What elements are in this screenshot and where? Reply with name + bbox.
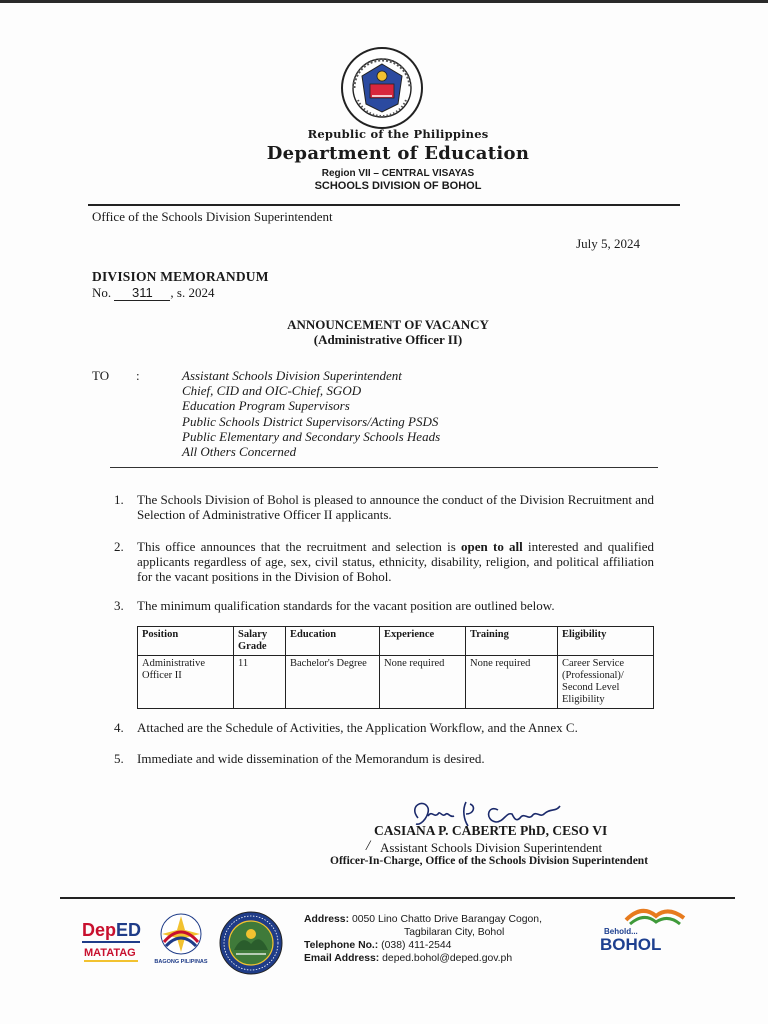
recipient-item: Education Program Supervisors bbox=[182, 398, 350, 414]
paragraph-text-bold: open to all bbox=[461, 539, 523, 554]
footer-phone-line bbox=[304, 939, 542, 952]
qualification-table bbox=[137, 626, 654, 709]
memo-number: 311 bbox=[114, 285, 170, 301]
recipient-item: Chief, CID and OIC-Chief, SGOD bbox=[182, 383, 362, 399]
paragraph-text bbox=[137, 539, 654, 584]
recipient-item: All Others Concerned bbox=[182, 443, 297, 459]
table-cell: 11 bbox=[234, 656, 286, 709]
footer-address-line bbox=[304, 913, 542, 926]
table-header-row bbox=[138, 627, 654, 656]
svg-text:Behold...: Behold... bbox=[604, 927, 638, 936]
header-divider bbox=[88, 204, 680, 206]
to-colon: : bbox=[136, 368, 140, 383]
signatory-name: CASIANA P. CABERTE PhD, CESO VI bbox=[374, 823, 608, 838]
table-cell: Administrative Officer II bbox=[138, 656, 234, 709]
paragraph-number: 2. bbox=[114, 539, 124, 554]
recipient-list bbox=[182, 368, 440, 459]
footer-email-line bbox=[304, 952, 542, 965]
department-heading: Department of Education bbox=[266, 143, 530, 164]
phone-value: (038) 411-2544 bbox=[381, 940, 452, 951]
table-header: Training bbox=[466, 627, 558, 656]
division-heading: SCHOOLS DIVISION OF BOHOL bbox=[314, 180, 482, 192]
paragraph-text: The Schools Division of Bohol is pleased to announce the conduct of the Division Recruitment and Selection of Administrative Officer II applicants. bbox=[137, 492, 654, 522]
table-header: Eligibility bbox=[558, 627, 654, 656]
paragraph-number: 4. bbox=[114, 720, 124, 735]
table-header: Position bbox=[138, 627, 234, 656]
table-header: Salary Grade bbox=[234, 627, 286, 656]
svg-text:Dep: Dep bbox=[82, 920, 117, 940]
memo-number-prefix: No. bbox=[92, 285, 112, 300]
svg-text:MATATAG: MATATAG bbox=[84, 947, 136, 959]
paragraph-text: The minimum qualification standards for the vacant position are outlined below. bbox=[137, 598, 555, 613]
paragraph-number: 1. bbox=[114, 492, 124, 507]
table-cell: Bachelor's Degree bbox=[286, 656, 380, 709]
paragraph-3 bbox=[114, 598, 654, 613]
email-label: Email Address: bbox=[304, 953, 380, 964]
signature-slash: / bbox=[366, 838, 371, 854]
footer-divider bbox=[60, 897, 735, 899]
table-cell: None required bbox=[380, 656, 466, 709]
region-heading: Region VII – CENTRAL VISAYAS bbox=[321, 168, 475, 179]
table-header: Education bbox=[286, 627, 380, 656]
address-label: Address: bbox=[304, 914, 350, 925]
signatory-position: Assistant Schools Division Superintendent bbox=[380, 840, 603, 855]
paragraph-number: 3. bbox=[114, 598, 124, 613]
to-label: TO bbox=[92, 368, 110, 383]
table-row bbox=[138, 656, 654, 709]
republic-heading: Republic of the Philippines bbox=[307, 127, 489, 141]
memo-number-suffix: , s. 2024 bbox=[170, 285, 215, 300]
svg-text:BAGONG PILIPINAS: BAGONG PILIPINAS bbox=[154, 959, 208, 965]
paragraph-text-post: interested and qualified applicants regardless of age, sex, civil status, ethnicity, disability, religion, and political affiliation for the vacant positions in the Division of Bohol. bbox=[137, 539, 654, 584]
division-seal-icon bbox=[218, 910, 284, 976]
signatory-oic-position: Officer-In-Charge, Office of the Schools Division Superintendent bbox=[330, 855, 649, 867]
paragraph-text-pre: This office announces that the recruitment and selection is bbox=[137, 539, 462, 554]
top-border bbox=[0, 0, 768, 3]
memo-number-line bbox=[92, 285, 214, 301]
office-line: Office of the Schools Division Superintendent bbox=[92, 209, 333, 224]
table-cell: None required bbox=[466, 656, 558, 709]
subject-line-1: ANNOUNCEMENT OF VACANCY bbox=[287, 317, 489, 332]
paragraph-4 bbox=[114, 720, 654, 735]
email-value[interactable]: deped.bohol@deped.gov.ph bbox=[382, 953, 513, 964]
paragraph-5 bbox=[114, 751, 654, 766]
recipient-divider bbox=[110, 467, 658, 468]
paragraph-1 bbox=[114, 492, 654, 522]
memo-title: DIVISION MEMORANDUM bbox=[92, 269, 269, 284]
recipient-item: Public Schools District Supervisors/Acting PSDS bbox=[182, 413, 439, 429]
table-cell: Career Service (Professional)/ Second Level Eligibility bbox=[558, 656, 654, 709]
paragraph-text: Attached are the Schedule of Activities, the Application Workflow, and the Annex C. bbox=[137, 720, 578, 735]
svg-text:ED: ED bbox=[116, 920, 142, 940]
table-header: Experience bbox=[380, 627, 466, 656]
bagong-pilipinas-logo bbox=[150, 908, 212, 966]
recipient-item: Assistant Schools Division Superintendent bbox=[182, 368, 402, 383]
deped-seal-icon bbox=[340, 46, 424, 130]
address-city: Tagbilaran City, Bohol bbox=[404, 927, 505, 938]
paragraph-2 bbox=[114, 539, 654, 584]
address-value: 0050 Lino Chatto Drive Barangay Cogon, bbox=[351, 914, 542, 925]
paragraph-text: Immediate and wide dissemination of the Memorandum is desired. bbox=[137, 751, 485, 766]
recipient-item: Public Elementary and Secondary Schools Heads bbox=[182, 428, 441, 444]
memo-date: July 5, 2024 bbox=[576, 236, 640, 251]
footer-contact bbox=[304, 913, 542, 965]
deped-matatag-logo bbox=[80, 914, 142, 966]
behold-bohol-logo bbox=[596, 904, 692, 954]
paragraph-number: 5. bbox=[114, 751, 124, 766]
phone-label: Telephone No.: bbox=[304, 940, 379, 951]
subject-line-2: (Administrative Officer II) bbox=[313, 332, 463, 347]
svg-text:BOHOL: BOHOL bbox=[600, 935, 662, 954]
